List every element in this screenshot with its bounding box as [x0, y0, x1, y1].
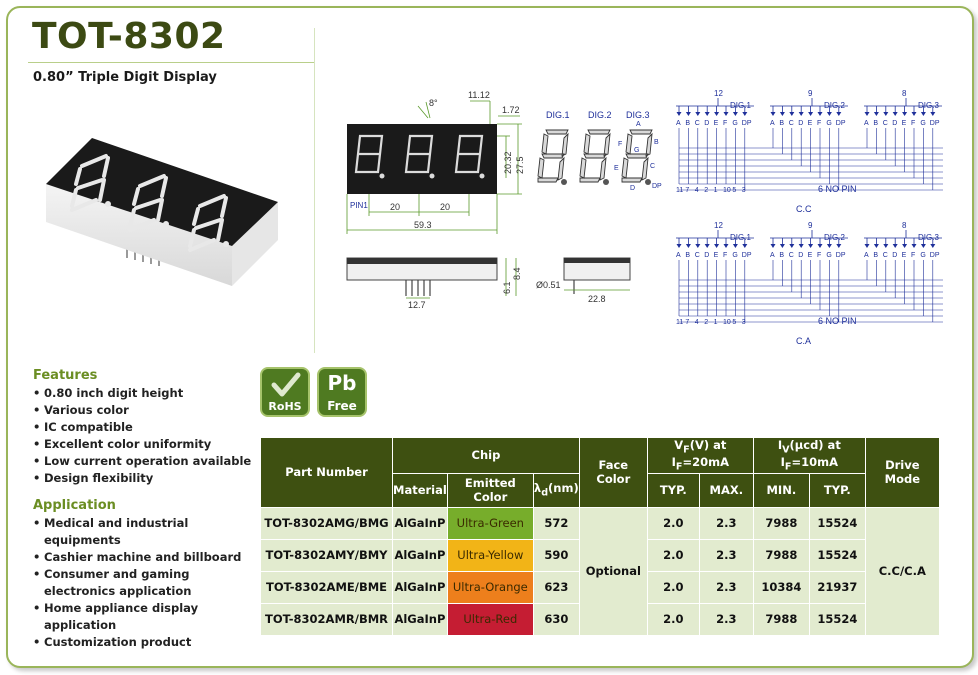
segment-label: C	[882, 120, 888, 127]
segment-label: B	[779, 252, 785, 259]
dim-digit-width: 11.12	[468, 90, 490, 100]
segment-label: G	[732, 120, 738, 127]
part-number-cell: TOT-8302AME/BME	[261, 571, 393, 603]
segment-label: DP	[835, 252, 846, 259]
bottom-pin-label: 2	[704, 319, 709, 326]
dim-pitch-1: 20	[390, 202, 401, 212]
pb-label: Pb	[327, 371, 357, 395]
seg-dig1: DIG.1	[546, 110, 570, 120]
circuit-caption: C.C	[796, 204, 812, 214]
diode-symbol	[705, 112, 710, 116]
diode-symbol	[818, 244, 823, 248]
digit-label: DIG.1	[730, 101, 751, 110]
diode-symbol	[724, 112, 729, 116]
diode-symbol	[930, 244, 935, 248]
digit-label: DIG.2	[824, 233, 845, 242]
dim-side-h1: 6.1	[502, 281, 512, 294]
digit-label: DIG.3	[918, 101, 939, 110]
seg-label-a: A	[636, 121, 641, 128]
segment-label: B	[779, 120, 785, 127]
diode-symbol	[893, 112, 898, 116]
diode-symbol	[808, 244, 813, 248]
diode-symbol	[865, 112, 870, 116]
segment-label: B	[873, 252, 879, 259]
feature-item: • Excellent color uniformity	[33, 436, 251, 453]
segment-label: D	[704, 252, 710, 259]
th-drive-mode: Drive Mode	[865, 438, 939, 508]
segment-label: G	[732, 252, 738, 259]
diode-symbol	[883, 112, 888, 116]
application-item: • Customization product	[33, 634, 248, 651]
th-material: Material	[393, 473, 448, 507]
vf-typ-cell: 2.0	[647, 571, 699, 603]
title-divider	[28, 62, 314, 63]
dim-pin-dia: Ø0.51	[536, 280, 561, 290]
segment-label: B	[685, 120, 691, 127]
segment-label: B	[873, 120, 879, 127]
th-iv-typ: TYP.	[809, 473, 865, 507]
seg-label-dp: DP	[652, 183, 662, 190]
segment-label: D	[798, 120, 804, 127]
feature-item: • Low current operation available	[33, 453, 251, 470]
diode-symbol	[780, 112, 785, 116]
vf-typ-cell: 2.0	[647, 539, 699, 571]
seg-label-e: E	[614, 165, 619, 172]
circuit-diagram-cc	[668, 88, 958, 218]
vf-max-cell: 2.3	[699, 507, 753, 539]
bottom-pin-label: 7	[685, 187, 690, 194]
diode-symbol	[789, 244, 794, 248]
rohs-badge	[260, 367, 310, 417]
table-row	[261, 507, 940, 539]
vertical-divider	[314, 28, 315, 353]
segment-label: E	[807, 120, 813, 127]
segment-label: E	[713, 120, 719, 127]
dim-total-width: 59.3	[414, 220, 432, 230]
common-pin-label: 9	[808, 89, 813, 98]
material-cell: AlGaInP	[393, 539, 448, 571]
diode-symbol	[714, 244, 719, 248]
diode-symbol	[771, 244, 776, 248]
segment-label: D	[892, 252, 898, 259]
iv-typ-cell: 21937	[809, 571, 865, 603]
dim-side-h2: 8.4	[512, 267, 522, 280]
segment-label: C	[788, 252, 794, 259]
no-pin-note: 6 NO PIN	[818, 184, 857, 194]
application-item: • Consumer and gaming electronics application	[33, 566, 248, 600]
segment-label: F	[817, 120, 822, 127]
diode-symbol	[818, 112, 823, 116]
iv-min-cell: 7988	[753, 507, 809, 539]
seg-label-b: B	[654, 139, 659, 146]
segment-label: DP	[929, 120, 940, 127]
diode-symbol	[808, 112, 813, 116]
diode-symbol	[874, 112, 879, 116]
segment-label: D	[798, 252, 804, 259]
segment-label: F	[911, 252, 916, 259]
diode-symbol	[902, 244, 907, 248]
segment-label: A	[676, 120, 681, 127]
material-cell: AlGaInP	[393, 603, 448, 635]
common-pin-label: 12	[714, 89, 723, 98]
segment-label: F	[723, 252, 728, 259]
pb-free-badge	[317, 367, 367, 417]
segment-label: DP	[835, 120, 846, 127]
diode-symbol	[789, 112, 794, 116]
application-item: • Home appliance display application	[33, 600, 248, 634]
wavelength-cell: 590	[533, 539, 579, 571]
dimension-drawing	[330, 86, 530, 326]
diode-symbol	[771, 112, 776, 116]
segment-label: A	[676, 252, 681, 259]
segment-label: E	[901, 120, 907, 127]
segment-label: F	[817, 252, 822, 259]
bottom-pin-label: 10	[723, 187, 731, 194]
application-item: • Medical and industrial equipments	[33, 515, 248, 549]
dim-side-depth: 22.8	[588, 294, 606, 304]
diode-symbol	[930, 112, 935, 116]
feature-item: • Design flexibility	[33, 470, 251, 487]
diode-symbol	[724, 244, 729, 248]
checkmark-icon	[271, 372, 301, 398]
feature-item: • 0.80 inch digit height	[33, 385, 251, 402]
material-cell: AlGaInP	[393, 571, 448, 603]
segment-label: DP	[741, 120, 752, 127]
common-pin-label: 12	[714, 221, 723, 230]
part-number-cell: TOT-8302AMG/BMG	[261, 507, 393, 539]
diode-symbol	[836, 112, 841, 116]
iv-min-cell: 7988	[753, 603, 809, 635]
seg-label-f: F	[618, 141, 623, 148]
emitted-color-cell: Ultra-Green	[447, 507, 533, 539]
vf-max-cell: 2.3	[699, 571, 753, 603]
bottom-pin-label: 11	[676, 319, 684, 326]
circuit-diagram-ca	[668, 220, 958, 350]
iv-typ-cell: 15524	[809, 507, 865, 539]
diode-symbol	[695, 112, 700, 116]
diode-symbol	[742, 112, 747, 116]
circuit-caption: C.A	[796, 336, 812, 346]
segment-label: E	[807, 252, 813, 259]
dim-body-height: 27.5	[515, 156, 525, 174]
application-heading: Application	[33, 498, 116, 513]
th-vf: $V_F(V)$ at $I_F=20mA$	[647, 438, 753, 474]
th-wavelength: $\lambda_d(nm)$	[533, 473, 579, 507]
segment-label: C	[882, 252, 888, 259]
bottom-pin-label: 2	[704, 187, 709, 194]
segment-label: A	[770, 120, 775, 127]
free-label: Free	[327, 399, 357, 413]
dim-angle: 8°	[429, 98, 438, 108]
segment-label: E	[713, 252, 719, 259]
emitted-color-cell: Ultra-Yellow	[447, 539, 533, 571]
feature-item: • Various color	[33, 402, 251, 419]
bottom-pin-label: 3	[741, 187, 746, 194]
th-emitted-color: Emitted Color	[447, 473, 533, 507]
spec-table	[260, 437, 940, 636]
segment-label: E	[901, 252, 907, 259]
vf-max-cell: 2.3	[699, 539, 753, 571]
diode-symbol	[827, 244, 832, 248]
seg-label-g: G	[634, 147, 640, 154]
diode-symbol	[836, 244, 841, 248]
seg-dig3: DIG.3	[626, 110, 650, 120]
no-pin-note: 6 NO PIN	[818, 316, 857, 326]
emitted-color-cell: Ultra-Orange	[447, 571, 533, 603]
bottom-pin-label: 5	[732, 319, 737, 326]
bottom-pin-label: 11	[676, 187, 684, 194]
diode-symbol	[799, 244, 804, 248]
bottom-pin-label: 1	[713, 187, 718, 194]
diode-symbol	[677, 244, 682, 248]
th-part-number: Part Number	[261, 438, 393, 508]
bottom-pin-label: 10	[723, 319, 731, 326]
part-number-cell: TOT-8302AMR/BMR	[261, 603, 393, 635]
digit-label: DIG.1	[730, 233, 751, 242]
application-item: • Cashier machine and billboard	[33, 549, 248, 566]
common-pin-label: 8	[902, 221, 907, 230]
bottom-pin-label: 7	[685, 319, 690, 326]
diode-symbol	[902, 112, 907, 116]
seg-dig2: DIG.2	[588, 110, 612, 120]
features-heading: Features	[33, 368, 98, 383]
led-display-photo	[32, 118, 292, 298]
segment-label: C	[788, 120, 794, 127]
features-list	[33, 385, 251, 487]
bottom-pin-label: 5	[732, 187, 737, 194]
wavelength-cell: 630	[533, 603, 579, 635]
side-profile-drawing	[534, 250, 644, 310]
page-subtitle: 0.80” Triple Digit Display	[33, 70, 217, 85]
dim-pitch-2: 20	[440, 202, 451, 212]
feature-item: • IC compatible	[33, 419, 251, 436]
bottom-pin-label: 4	[694, 319, 699, 326]
diode-symbol	[827, 112, 832, 116]
diode-symbol	[874, 244, 879, 248]
bottom-pin-label: 4	[694, 187, 699, 194]
diode-symbol	[733, 112, 738, 116]
th-vf-typ: TYP.	[647, 473, 699, 507]
segment-label: G	[920, 120, 926, 127]
diode-symbol	[714, 112, 719, 116]
segment-label: D	[892, 120, 898, 127]
diode-symbol	[865, 244, 870, 248]
segment-label: G	[826, 252, 832, 259]
th-chip: Chip	[393, 438, 580, 474]
segment-label: DP	[741, 252, 752, 259]
th-vf-max: MAX.	[699, 473, 753, 507]
dim-pin-span: 12.7	[408, 300, 426, 310]
th-iv-min: MIN.	[753, 473, 809, 507]
diode-symbol	[742, 244, 747, 248]
wavelength-cell: 572	[533, 507, 579, 539]
common-pin-label: 9	[808, 221, 813, 230]
diode-symbol	[893, 244, 898, 248]
common-pin-label: 8	[902, 89, 907, 98]
iv-min-cell: 7988	[753, 539, 809, 571]
seg-label-d: D	[630, 185, 636, 192]
segment-label: G	[826, 120, 832, 127]
emitted-color-cell: Ultra-Red	[447, 603, 533, 635]
segment-label: A	[770, 252, 775, 259]
diode-symbol	[921, 112, 926, 116]
segment-label: B	[685, 252, 691, 259]
digit-label: DIG.2	[824, 101, 845, 110]
diode-symbol	[695, 244, 700, 248]
vf-typ-cell: 2.0	[647, 507, 699, 539]
segment-label: F	[911, 120, 916, 127]
segment-label: D	[704, 120, 710, 127]
th-face-color: Face Color	[579, 438, 647, 508]
seg-label-c: C	[650, 163, 656, 170]
segment-label: C	[694, 120, 700, 127]
iv-typ-cell: 15524	[809, 603, 865, 635]
segment-label: A	[864, 120, 869, 127]
dim-pin1: PIN1	[350, 201, 368, 210]
diode-symbol	[921, 244, 926, 248]
vf-typ-cell: 2.0	[647, 603, 699, 635]
part-number-cell: TOT-8302AMY/BMY	[261, 539, 393, 571]
diode-symbol	[883, 244, 888, 248]
rohs-label: RoHS	[268, 400, 302, 413]
diode-symbol	[912, 112, 917, 116]
application-list	[33, 515, 248, 651]
digit-label: DIG.3	[918, 233, 939, 242]
segment-label: F	[723, 120, 728, 127]
diode-symbol	[733, 244, 738, 248]
material-cell: AlGaInP	[393, 507, 448, 539]
wavelength-cell: 623	[533, 571, 579, 603]
drive-mode-cell: C.C/C.A	[865, 507, 939, 635]
face-color-cell: Optional	[579, 507, 647, 635]
segment-label: A	[864, 252, 869, 259]
th-iv: $I_V(\mu cd)$ at $I_F=10mA$	[753, 438, 865, 474]
diode-symbol	[912, 244, 917, 248]
page-title: TOT-8302	[32, 16, 226, 57]
iv-typ-cell: 15524	[809, 539, 865, 571]
diode-symbol	[780, 244, 785, 248]
segment-label: C	[694, 252, 700, 259]
diode-symbol	[799, 112, 804, 116]
diode-symbol	[705, 244, 710, 248]
vf-max-cell: 2.3	[699, 603, 753, 635]
segment-label: DP	[929, 252, 940, 259]
bottom-pin-label: 1	[713, 319, 718, 326]
iv-min-cell: 10384	[753, 571, 809, 603]
segment-diagram	[536, 104, 668, 194]
dim-digit-height: 20.32	[503, 151, 513, 174]
bottom-pin-label: 3	[741, 319, 746, 326]
diode-symbol	[686, 244, 691, 248]
diode-symbol	[686, 112, 691, 116]
segment-label: G	[920, 252, 926, 259]
diode-symbol	[677, 112, 682, 116]
dim-seg-width: 1.72	[502, 105, 520, 115]
